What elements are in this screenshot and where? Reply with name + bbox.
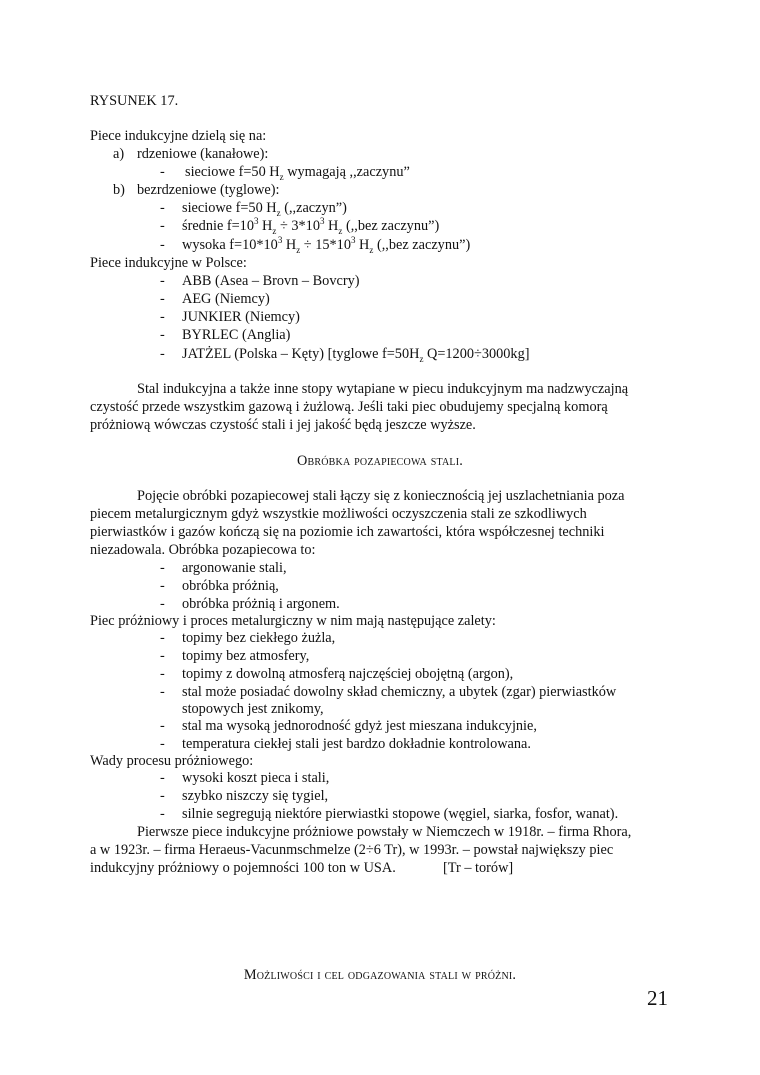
text-part: H [258, 218, 273, 234]
bullet-dash: - [160, 200, 165, 216]
subscript: z [338, 225, 343, 236]
subscript: z [419, 353, 424, 364]
text-part: wysoka f=10*10 [182, 237, 278, 253]
bullet-dash: - [160, 666, 165, 682]
bullet-dash: - [160, 291, 165, 307]
figure-heading: RYSUNEK 17. [90, 93, 179, 109]
bullet-dash: - [160, 218, 165, 234]
core-item-1-text: sieciowe f=50 H [185, 164, 280, 180]
advantage-item: topimy bez ciekłego żużla, [182, 630, 336, 646]
subscript: z [369, 244, 374, 255]
paragraph-line: piecem metalurgicznym gdyż wszystkie możliwości oczyszczenia stali ze szkodliwych [90, 506, 587, 522]
bullet-dash: - [160, 309, 165, 325]
superscript: 3 [350, 235, 356, 246]
treatment-item: obróbka próżnią i argonem. [182, 596, 340, 612]
poland-item: ABB (Asea – Brovn – Bovcry) [182, 273, 360, 289]
bullet-dash: - [160, 327, 165, 343]
superscript: 3 [253, 216, 259, 227]
text-part: ÷ 3*10 [276, 218, 320, 234]
text-part: H [355, 237, 370, 253]
poland-item: JUNKIER (Niemcy) [182, 309, 300, 325]
paragraph-line: niezadowala. Obróbka pozapiecowa to: [90, 542, 316, 558]
defects-intro: Wady procesu próżniowego: [90, 753, 254, 769]
coreless-item-1-text: sieciowe f=50 H [182, 200, 277, 216]
text-part: Q=1200÷3000kg] [423, 346, 530, 362]
bullet-dash: - [160, 770, 165, 786]
coreless-item-3 [182, 236, 470, 254]
treatment-item: argonowanie stali, [182, 560, 287, 576]
paragraph-line: Pojęcie obróbki pozapiecowej stali łączy się z koniecznością jej uszlachetniania poza [137, 488, 625, 504]
text-part: (,,bez zaczynu”) [373, 237, 471, 253]
paragraph-line: Pierwsze piece indukcyjne próżniowe powstały w Niemczech w 1918r. – firma Rhora, [137, 824, 632, 840]
bottom-section-title: Możliwości i cel odgazowania stali w próżni. [243, 967, 517, 983]
bullet-dash: - [160, 273, 165, 289]
bullet-dash: - [160, 736, 165, 752]
advantage-item: stal może posiadać dowolny skład chemiczny, a ubytek (zgar) pierwiastków [182, 684, 617, 700]
bullet-dash: - [160, 346, 165, 362]
bullet-dash: - [160, 578, 165, 594]
poland-item: BYRLEC (Anglia) [182, 327, 291, 343]
paragraph-line: pierwiastków i gazów kończą się na poziomie ich zawartości, która współczesnej techniki [90, 524, 605, 540]
superscript: 3 [319, 216, 325, 227]
text-part: JATŻEL (Polska – Kęty) [tyglowe f=50H [182, 346, 420, 362]
type-coreless: bezrdzeniowe (tyglowe): [137, 182, 280, 198]
core-item-1-rest: wymagają ,,zaczynu” [283, 164, 410, 180]
advantage-item: topimy z dowolną atmosferą najczęściej obojętną (argon), [182, 666, 514, 682]
bullet-dash: - [160, 596, 165, 612]
bullet-dash: - [160, 684, 165, 700]
section-title: Obróbka pozapiecowa stali. [296, 453, 463, 469]
vacuum-intro: Piec próżniowy i proces metalurgiczny w nim mają następujące zalety: [90, 613, 496, 629]
poland-item-last [182, 345, 530, 363]
defect-item: silnie segregują niektóre pierwiastki stopowe (węgiel, siarka, fosfor, wanat). [182, 806, 619, 822]
subscript: z [276, 207, 281, 218]
coreless-item-2 [182, 217, 439, 235]
subscript: z [279, 171, 284, 182]
bullet-dash: - [160, 164, 165, 180]
text-part: H [324, 218, 339, 234]
poland-item: AEG (Niemcy) [182, 291, 270, 307]
text-part: średnie f=10 [182, 218, 254, 234]
page-number: 21 [647, 986, 668, 1010]
text-part: H [282, 237, 297, 253]
coreless-item-1-rest: (,,zaczyn”) [280, 200, 347, 216]
paragraph-line: a w 1923r. – firma Heraeus-Vacunmschmelze (2÷6 Tr), w 1993r. – powstał największy piec [90, 842, 614, 858]
bullet-dash: - [160, 560, 165, 576]
text-part: (,,bez zaczynu”) [342, 218, 440, 234]
advantage-item-continued: stopowych jest znikomy, [182, 701, 324, 717]
paragraph-line: Stal indukcyjna a także inne stopy wytapiane w piecu indukcyjnym ma nadzwyczajną [137, 381, 629, 397]
bullet-dash: - [160, 648, 165, 664]
treatment-item: obróbka próżnią, [182, 578, 279, 594]
subscript: z [296, 244, 301, 255]
paragraph-line: indukcyjny próżniowy o pojemności 100 ton w USA. [90, 860, 396, 876]
text-part: ÷ 15*10 [300, 237, 351, 253]
paragraph-note: [Tr – torów] [443, 860, 514, 876]
defect-item: wysoki koszt pieca i stali, [182, 770, 330, 786]
coreless-item-1 [182, 199, 347, 217]
bullet-dash: - [160, 718, 165, 734]
bullet-dash: - [160, 806, 165, 822]
bullet-dash: - [160, 237, 165, 253]
advantage-item: topimy bez atmosfery, [182, 648, 310, 664]
paragraph-line: próżniową wówczas czystość stali i jej jakość będą jeszcze wyższe. [90, 417, 476, 433]
core-item-1 [185, 163, 410, 181]
poland-intro: Piece indukcyjne w Polsce: [90, 255, 247, 271]
defect-item: szybko niszczy się tygiel, [182, 788, 329, 804]
paragraph-line: czystość przede wszystkim gazową i żużlową. Jeśli taki piec obudujemy specjalną komorą [90, 399, 608, 415]
list-marker-a: a) [113, 146, 125, 162]
list-marker-b: b) [113, 182, 125, 198]
intro-text: Piece indukcyjne dzielą się na: [90, 128, 267, 144]
bullet-dash: - [160, 630, 165, 646]
advantage-item: temperatura ciekłej stali jest bardzo dokładnie kontrolowana. [182, 736, 531, 752]
subscript: z [272, 225, 277, 236]
superscript: 3 [277, 235, 283, 246]
type-core: rdzeniowe (kanałowe): [137, 146, 269, 162]
advantage-item: stal ma wysoką jednorodność gdyż jest mieszana indukcyjnie, [182, 718, 537, 734]
bullet-dash: - [160, 788, 165, 804]
